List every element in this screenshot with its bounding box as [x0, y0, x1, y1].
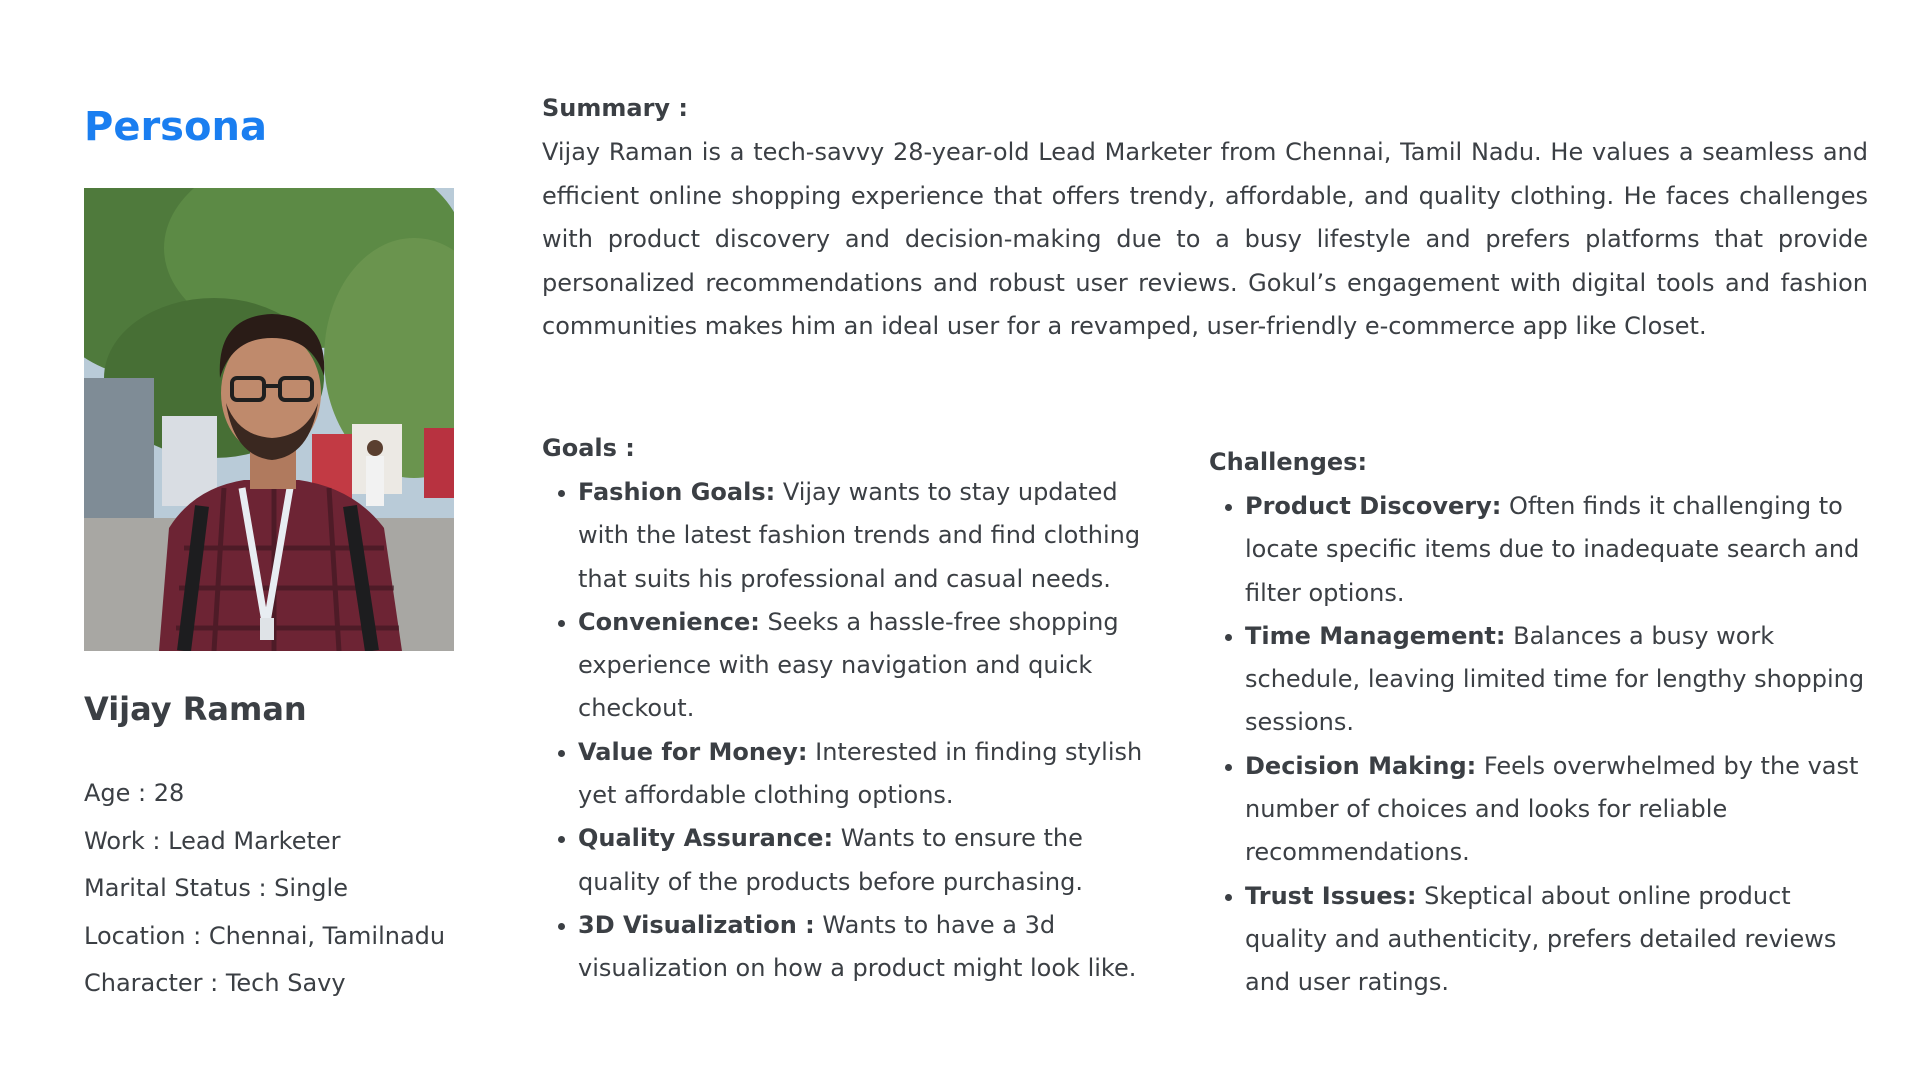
- summary-text: Vijay Raman is a tech-savvy 28-year-old Lead Marketer from Chennai, Tamil Nadu. He values a seamless and efficient online shopping experience that offers trendy, affordable, and quality clothing. He faces challenges with product discovery and decision-making due to a busy lifestyle and prefers platforms that provide personalized recommendations and robust user reviews. Gokul’s engagement with digital tools and fashion communities makes him an ideal user for a revamped, user-friendly e-commerce app like Closet.: [542, 138, 1868, 340]
- goal-item-text: Interested in finding stylish yet affordable clothing options.: [578, 737, 1143, 810]
- challenge-item-title: Product Discovery:: [1245, 492, 1502, 520]
- detail-age: Age : 28: [84, 779, 185, 807]
- detail-location: Location : Chennai, Tamilnadu: [84, 921, 446, 950]
- goal-item: [542, 904, 1162, 991]
- persona-heading: Persona: [84, 104, 267, 150]
- challenges-list: [1209, 485, 1879, 1005]
- challenge-item-title: Decision Making:: [1245, 751, 1477, 780]
- goal-item-title: Value for Money:: [578, 737, 808, 766]
- challenge-item-text: Balances a busy work schedule, leaving limited time for lengthy shopping sessions.: [1245, 621, 1865, 737]
- persona-details: [84, 770, 445, 1008]
- goal-item-text: Seeks a hassle-free shopping experience with easy navigation and quick checkout.: [578, 607, 1119, 723]
- goal-item-title: Quality Assurance:: [578, 824, 834, 853]
- challenge-item-title: Time Management:: [1245, 621, 1506, 650]
- challenge-item-title: Trust Issues:: [1245, 881, 1417, 910]
- goal-item-title: 3D Visualization :: [578, 910, 815, 939]
- challenge-item: [1209, 485, 1879, 615]
- goal-item: [542, 471, 1162, 601]
- summary-section: [542, 90, 1868, 349]
- detail-character: Character : Tech Savy: [84, 969, 346, 997]
- goals-title: Goals :: [542, 434, 635, 462]
- goal-item-title: Fashion Goals:: [578, 478, 776, 506]
- goal-item-text: Wants to have a 3d visualization on how a product might look like.: [578, 910, 1137, 983]
- persona-name: Vijay Raman: [84, 690, 307, 728]
- goal-item-text: Wants to ensure the quality of the products before purchasing.: [578, 824, 1083, 896]
- challenge-item: [1209, 615, 1879, 745]
- goal-item-title: Convenience:: [578, 607, 760, 636]
- detail-marital-status: Marital Status : Single: [84, 874, 348, 902]
- challenge-item-text: Often finds it challenging to locate specific items due to inadequate search and filter options.: [1245, 492, 1860, 607]
- detail-work: Work : Lead Marketer: [84, 826, 341, 855]
- challenge-item-text: Skeptical about online product quality and authenticity, prefers detailed reviews and user ratings.: [1245, 881, 1837, 997]
- goals-list: [542, 471, 1162, 991]
- goals-section: [542, 430, 1162, 991]
- challenges-title: Challenges:: [1209, 448, 1368, 476]
- challenges-section: [1209, 444, 1879, 1005]
- goal-item: [542, 601, 1162, 731]
- goal-item: [542, 731, 1162, 818]
- persona-photo: [84, 188, 454, 651]
- challenge-item-text: Feels overwhelmed by the vast number of choices and looks for reliable recommendations.: [1245, 751, 1859, 867]
- summary-title: Summary :: [542, 94, 689, 122]
- goal-item-text: Vijay wants to stay updated with the latest fashion trends and find clothing that suits his professional and casual needs.: [578, 478, 1141, 593]
- challenge-item: [1209, 875, 1879, 1005]
- persona-photo-image: [84, 188, 454, 651]
- challenge-item: [1209, 745, 1879, 875]
- goal-item: [542, 817, 1162, 904]
